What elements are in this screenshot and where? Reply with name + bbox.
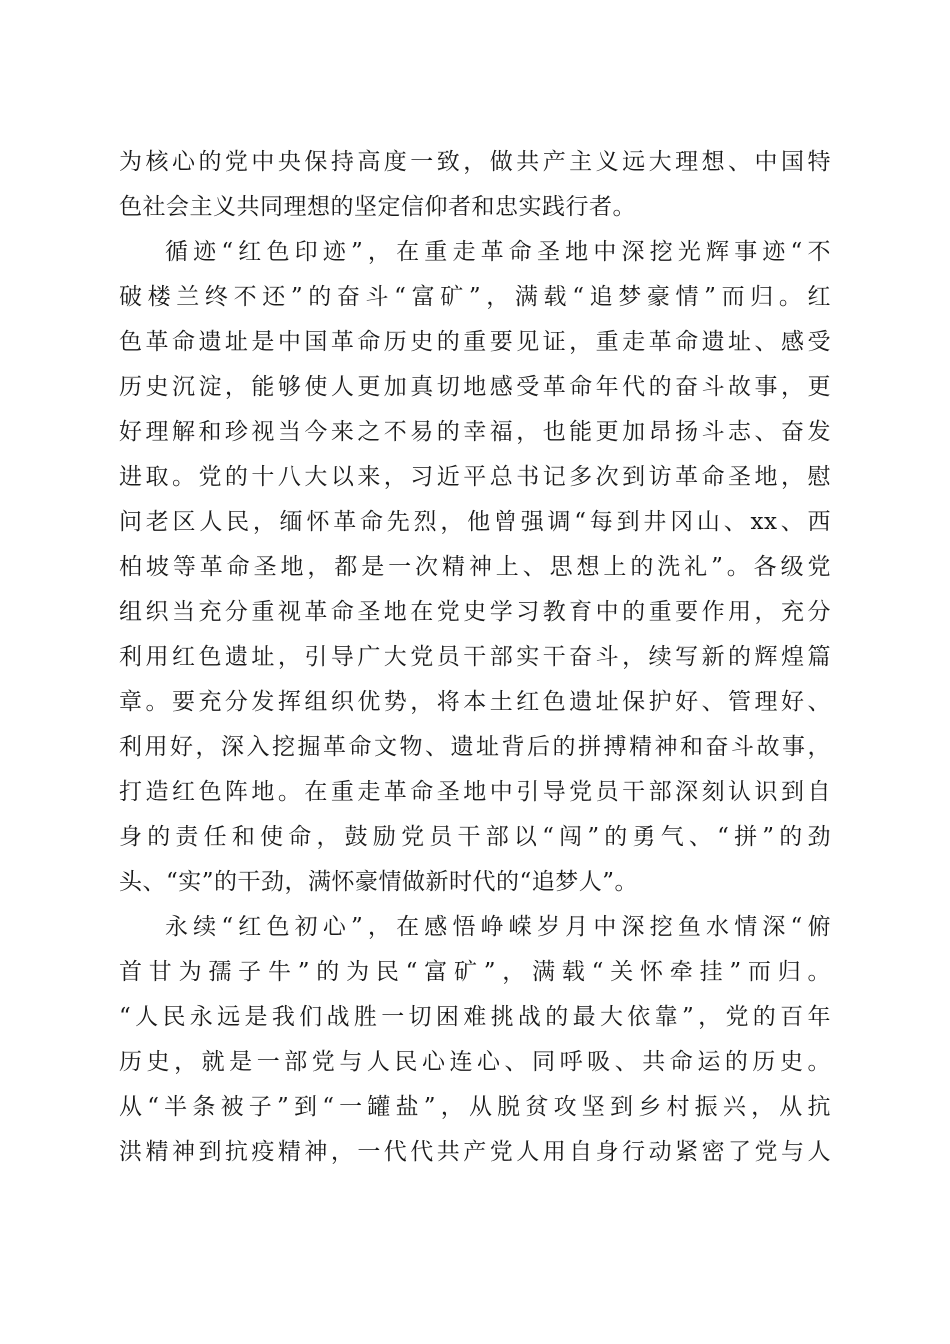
- text-line: 利用好，深入挖掘革命文物、遗址背后的拼搏精神和奋斗故事，: [119, 734, 831, 760]
- text-line: 首甘为孺子牛”的为民“富矿”，满载“关怀牵挂”而归。: [119, 959, 831, 985]
- text-line: 问老区人民，缅怀革命先烈，他曾强调“每到井冈山、xx、西: [119, 509, 831, 535]
- text-line: 为核心的党中央保持高度一致，做共产主义远大理想、中国特: [119, 149, 831, 175]
- text-line: 历史，就是一部党与人民心连心、同呼吸、共命运的历史。: [119, 1049, 831, 1075]
- text-line: 破楼兰终不还”的奋斗“富矿”，满载“追梦豪情”而归。红: [119, 284, 831, 310]
- text-line: 利用红色遗址，引导广大党员干部实干奋斗，续写新的辉煌篇: [119, 644, 831, 670]
- text-line: 身的责任和使命，鼓励党员干部以“闯”的勇气、“拼”的劲: [119, 824, 831, 850]
- text-line: 洪精神到抗疫精神，一代代共产党人用自身行动紧密了党与人: [119, 1139, 831, 1165]
- text-line: 打造红色阵地。在重走革命圣地中引导党员干部深刻认识到自: [119, 779, 831, 805]
- text-line: “人民永远是我们战胜一切困难挑战的最大依靠”，党的百年: [119, 1004, 831, 1030]
- paragraph-first-line: 永续“红色初心”，在感悟峥嵘岁月中深挖鱼水情深“俯: [165, 914, 831, 940]
- text-line: 进取。党的十八大以来，习近平总书记多次到访革命圣地，慰: [119, 464, 831, 490]
- text-line: 历史沉淀，能够使人更加真切地感受革命年代的奋斗故事，更: [119, 374, 831, 400]
- paragraph-first-line: 循迹“红色印迹”，在重走革命圣地中深挖光辉事迹“不: [165, 239, 831, 265]
- text-line: 色革命遗址是中国革命历史的重要见证，重走革命遗址、感受: [119, 329, 831, 355]
- text-line: 组织当充分重视革命圣地在党史学习教育中的重要作用，充分: [119, 599, 831, 625]
- text-line: 好理解和珍视当今来之不易的幸福，也能更加昂扬斗志、奋发: [119, 419, 831, 445]
- text-line: 色社会主义共同理想的坚定信仰者和忠实践行者。: [119, 194, 636, 220]
- text-line: 柏坡等革命圣地，都是一次精神上、思想上的洗礼”。各级党: [119, 554, 831, 580]
- document-body: [119, 140, 831, 1175]
- text-line: 从“半条被子”到“一罐盐”，从脱贫攻坚到乡村振兴，从抗: [119, 1094, 831, 1120]
- text-line: 头、“实”的干劲，满怀豪情做新时代的“追梦人”。: [119, 869, 639, 895]
- text-line: 章。要充分发挥组织优势，将本土红色遗址保护好、管理好、: [119, 689, 831, 715]
